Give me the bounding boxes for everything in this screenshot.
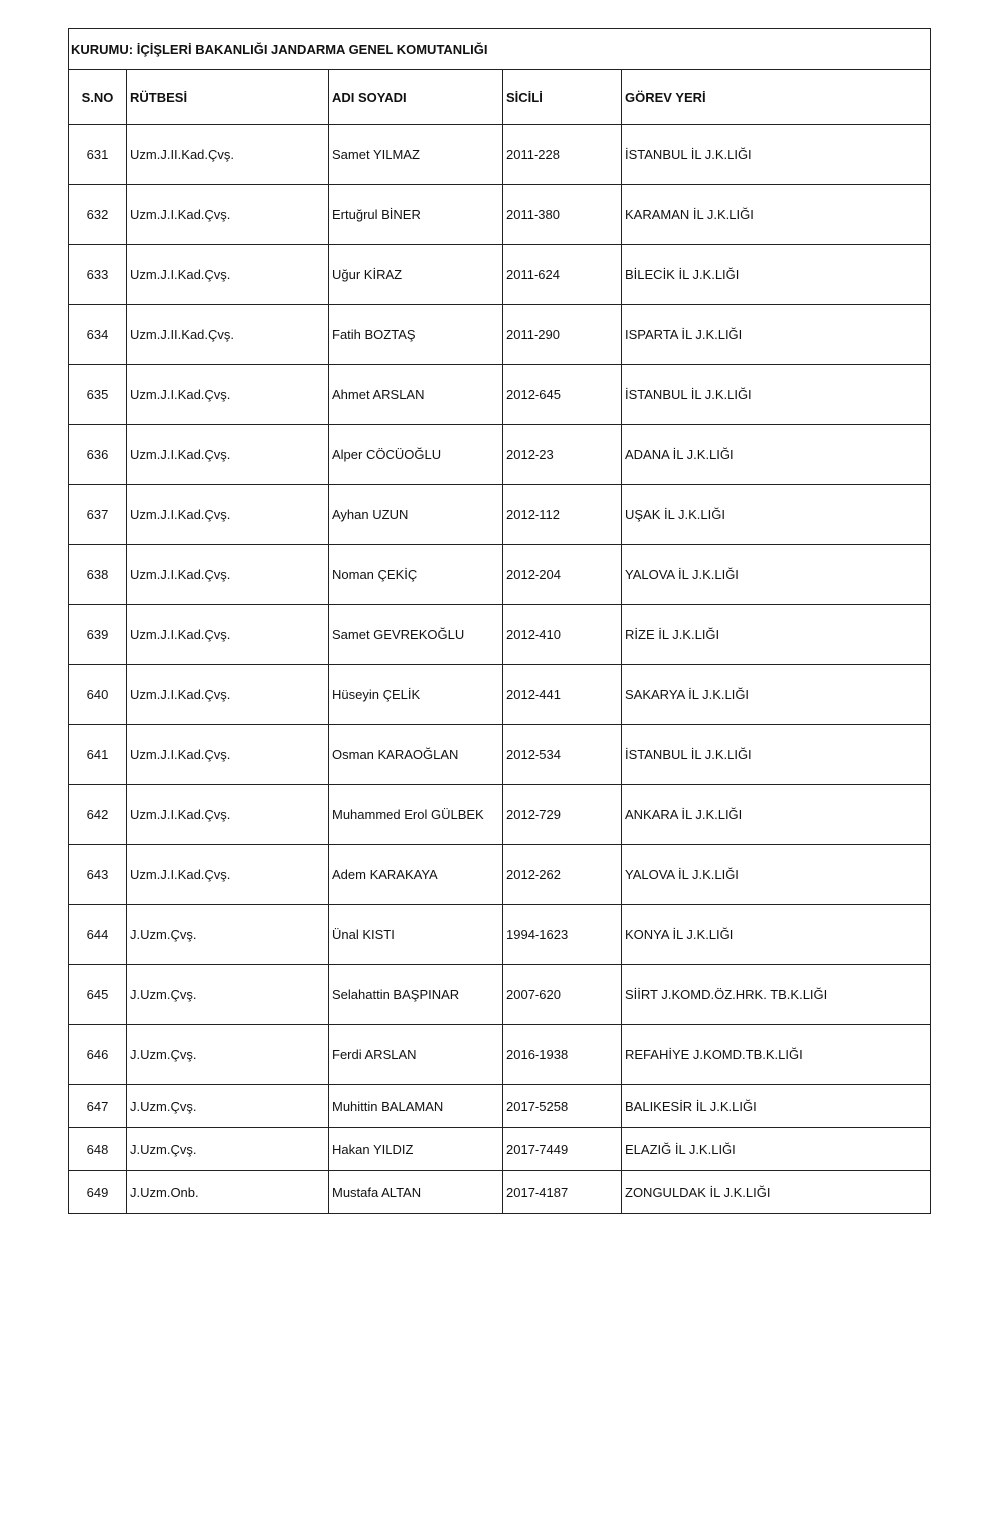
row-place: BİLECİK İL J.K.LIĞI (622, 245, 931, 305)
table-row (69, 185, 931, 245)
row-name: Ahmet ARSLAN (329, 365, 503, 425)
table-row (69, 665, 931, 725)
row-no: 635 (69, 365, 127, 425)
row-no: 648 (69, 1128, 127, 1171)
table-row (69, 965, 931, 1025)
row-no: 636 (69, 425, 127, 485)
row-no: 631 (69, 125, 127, 185)
row-registry: 2011-624 (503, 245, 622, 305)
row-rank: Uzm.J.II.Kad.Çvş. (127, 305, 329, 365)
row-no: 646 (69, 1025, 127, 1085)
row-no: 641 (69, 725, 127, 785)
row-name: Noman ÇEKİÇ (329, 545, 503, 605)
row-rank: J.Uzm.Çvş. (127, 1128, 329, 1171)
row-name: Ferdi ARSLAN (329, 1025, 503, 1085)
row-rank: J.Uzm.Çvş. (127, 965, 329, 1025)
column-header-no: S.NO (69, 70, 127, 125)
row-registry: 2007-620 (503, 965, 622, 1025)
row-no: 637 (69, 485, 127, 545)
row-no: 642 (69, 785, 127, 845)
table-row (69, 425, 931, 485)
row-registry: 2017-7449 (503, 1128, 622, 1171)
row-registry: 2012-410 (503, 605, 622, 665)
table-row (69, 1171, 931, 1214)
column-header-registry: SİCİLİ (503, 70, 622, 125)
row-registry: 2011-380 (503, 185, 622, 245)
row-rank: Uzm.J.I.Kad.Çvş. (127, 785, 329, 845)
row-place: RİZE İL J.K.LIĞI (622, 605, 931, 665)
row-place: İSTANBUL İL J.K.LIĞI (622, 365, 931, 425)
table-row (69, 545, 931, 605)
row-name: Fatih BOZTAŞ (329, 305, 503, 365)
row-place: ZONGULDAK İL J.K.LIĞI (622, 1171, 931, 1214)
table-row (69, 485, 931, 545)
row-place: UŞAK İL J.K.LIĞI (622, 485, 931, 545)
table-row (69, 305, 931, 365)
row-name: Ayhan UZUN (329, 485, 503, 545)
row-name: Uğur KİRAZ (329, 245, 503, 305)
row-registry: 2012-441 (503, 665, 622, 725)
row-registry: 2012-729 (503, 785, 622, 845)
column-header-place: GÖREV YERİ (622, 70, 931, 125)
row-rank: J.Uzm.Çvş. (127, 905, 329, 965)
row-place: ANKARA İL J.K.LIĞI (622, 785, 931, 845)
row-registry: 2011-290 (503, 305, 622, 365)
row-name: Ertuğrul BİNER (329, 185, 503, 245)
table-row (69, 845, 931, 905)
row-rank: Uzm.J.I.Kad.Çvş. (127, 185, 329, 245)
table-row (69, 725, 931, 785)
row-place: İSTANBUL İL J.K.LIĞI (622, 125, 931, 185)
table-row (69, 905, 931, 965)
row-rank: J.Uzm.Çvş. (127, 1025, 329, 1085)
row-registry: 2012-23 (503, 425, 622, 485)
table-row (69, 125, 931, 185)
row-rank: Uzm.J.I.Kad.Çvş. (127, 365, 329, 425)
institution-title: KURUMU: İÇİŞLERİ BAKANLIĞI JANDARMA GENEL KOMUTANLIĞI (69, 29, 931, 70)
row-name: Ünal KISTI (329, 905, 503, 965)
table-row (69, 245, 931, 305)
row-no: 644 (69, 905, 127, 965)
row-place: SAKARYA İL J.K.LIĞI (622, 665, 931, 725)
row-rank: J.Uzm.Çvş. (127, 1085, 329, 1128)
row-place: SİİRT J.KOMD.ÖZ.HRK. TB.K.LIĞI (622, 965, 931, 1025)
row-registry: 2011-228 (503, 125, 622, 185)
row-name: Samet GEVREKOĞLU (329, 605, 503, 665)
row-place: ADANA İL J.K.LIĞI (622, 425, 931, 485)
row-name: Selahattin BAŞPINAR (329, 965, 503, 1025)
row-registry: 2012-645 (503, 365, 622, 425)
column-header-name: ADI SOYADI (329, 70, 503, 125)
table-row (69, 785, 931, 845)
row-registry: 2017-4187 (503, 1171, 622, 1214)
row-no: 647 (69, 1085, 127, 1128)
row-no: 632 (69, 185, 127, 245)
row-no: 639 (69, 605, 127, 665)
row-no: 640 (69, 665, 127, 725)
row-name: Alper CÖCÜOĞLU (329, 425, 503, 485)
row-no: 643 (69, 845, 127, 905)
row-no: 649 (69, 1171, 127, 1214)
row-no: 645 (69, 965, 127, 1025)
row-rank: Uzm.J.I.Kad.Çvş. (127, 485, 329, 545)
table-row (69, 1085, 931, 1128)
row-name: Osman KARAOĞLAN (329, 725, 503, 785)
table-row (69, 1128, 931, 1171)
row-rank: Uzm.J.I.Kad.Çvş. (127, 665, 329, 725)
row-rank: Uzm.J.I.Kad.Çvş. (127, 545, 329, 605)
row-registry: 2017-5258 (503, 1085, 622, 1128)
row-rank: Uzm.J.I.Kad.Çvş. (127, 425, 329, 485)
row-registry: 1994-1623 (503, 905, 622, 965)
row-name: Hakan YILDIZ (329, 1128, 503, 1171)
row-no: 633 (69, 245, 127, 305)
row-place: YALOVA İL J.K.LIĞI (622, 845, 931, 905)
table-row (69, 365, 931, 425)
row-place: İSTANBUL İL J.K.LIĞI (622, 725, 931, 785)
table-row (69, 1025, 931, 1085)
row-rank: J.Uzm.Onb. (127, 1171, 329, 1214)
row-registry: 2012-262 (503, 845, 622, 905)
row-name: Hüseyin ÇELİK (329, 665, 503, 725)
row-name: Mustafa ALTAN (329, 1171, 503, 1214)
row-name: Samet YILMAZ (329, 125, 503, 185)
personnel-list-sheet (68, 28, 930, 1214)
row-rank: Uzm.J.I.Kad.Çvş. (127, 605, 329, 665)
column-header-rank: RÜTBESİ (127, 70, 329, 125)
row-rank: Uzm.J.I.Kad.Çvş. (127, 245, 329, 305)
row-place: KARAMAN İL J.K.LIĞI (622, 185, 931, 245)
row-rank: Uzm.J.I.Kad.Çvş. (127, 725, 329, 785)
row-place: YALOVA İL J.K.LIĞI (622, 545, 931, 605)
row-name: Adem KARAKAYA (329, 845, 503, 905)
row-registry: 2012-204 (503, 545, 622, 605)
row-rank: Uzm.J.I.Kad.Çvş. (127, 845, 329, 905)
table-row (69, 605, 931, 665)
row-place: ISPARTA İL J.K.LIĞI (622, 305, 931, 365)
row-rank: Uzm.J.II.Kad.Çvş. (127, 125, 329, 185)
row-place: KONYA İL J.K.LIĞI (622, 905, 931, 965)
row-registry: 2012-112 (503, 485, 622, 545)
row-registry: 2016-1938 (503, 1025, 622, 1085)
row-place: REFAHİYE J.KOMD.TB.K.LIĞI (622, 1025, 931, 1085)
row-name: Muhammed Erol GÜLBEK (329, 785, 503, 845)
row-no: 634 (69, 305, 127, 365)
table-header-row (69, 70, 931, 125)
row-registry: 2012-534 (503, 725, 622, 785)
row-name: Muhittin BALAMAN (329, 1085, 503, 1128)
row-no: 638 (69, 545, 127, 605)
row-place: BALIKESİR İL J.K.LIĞI (622, 1085, 931, 1128)
row-place: ELAZIĞ İL J.K.LIĞI (622, 1128, 931, 1171)
personnel-table (68, 28, 931, 1214)
